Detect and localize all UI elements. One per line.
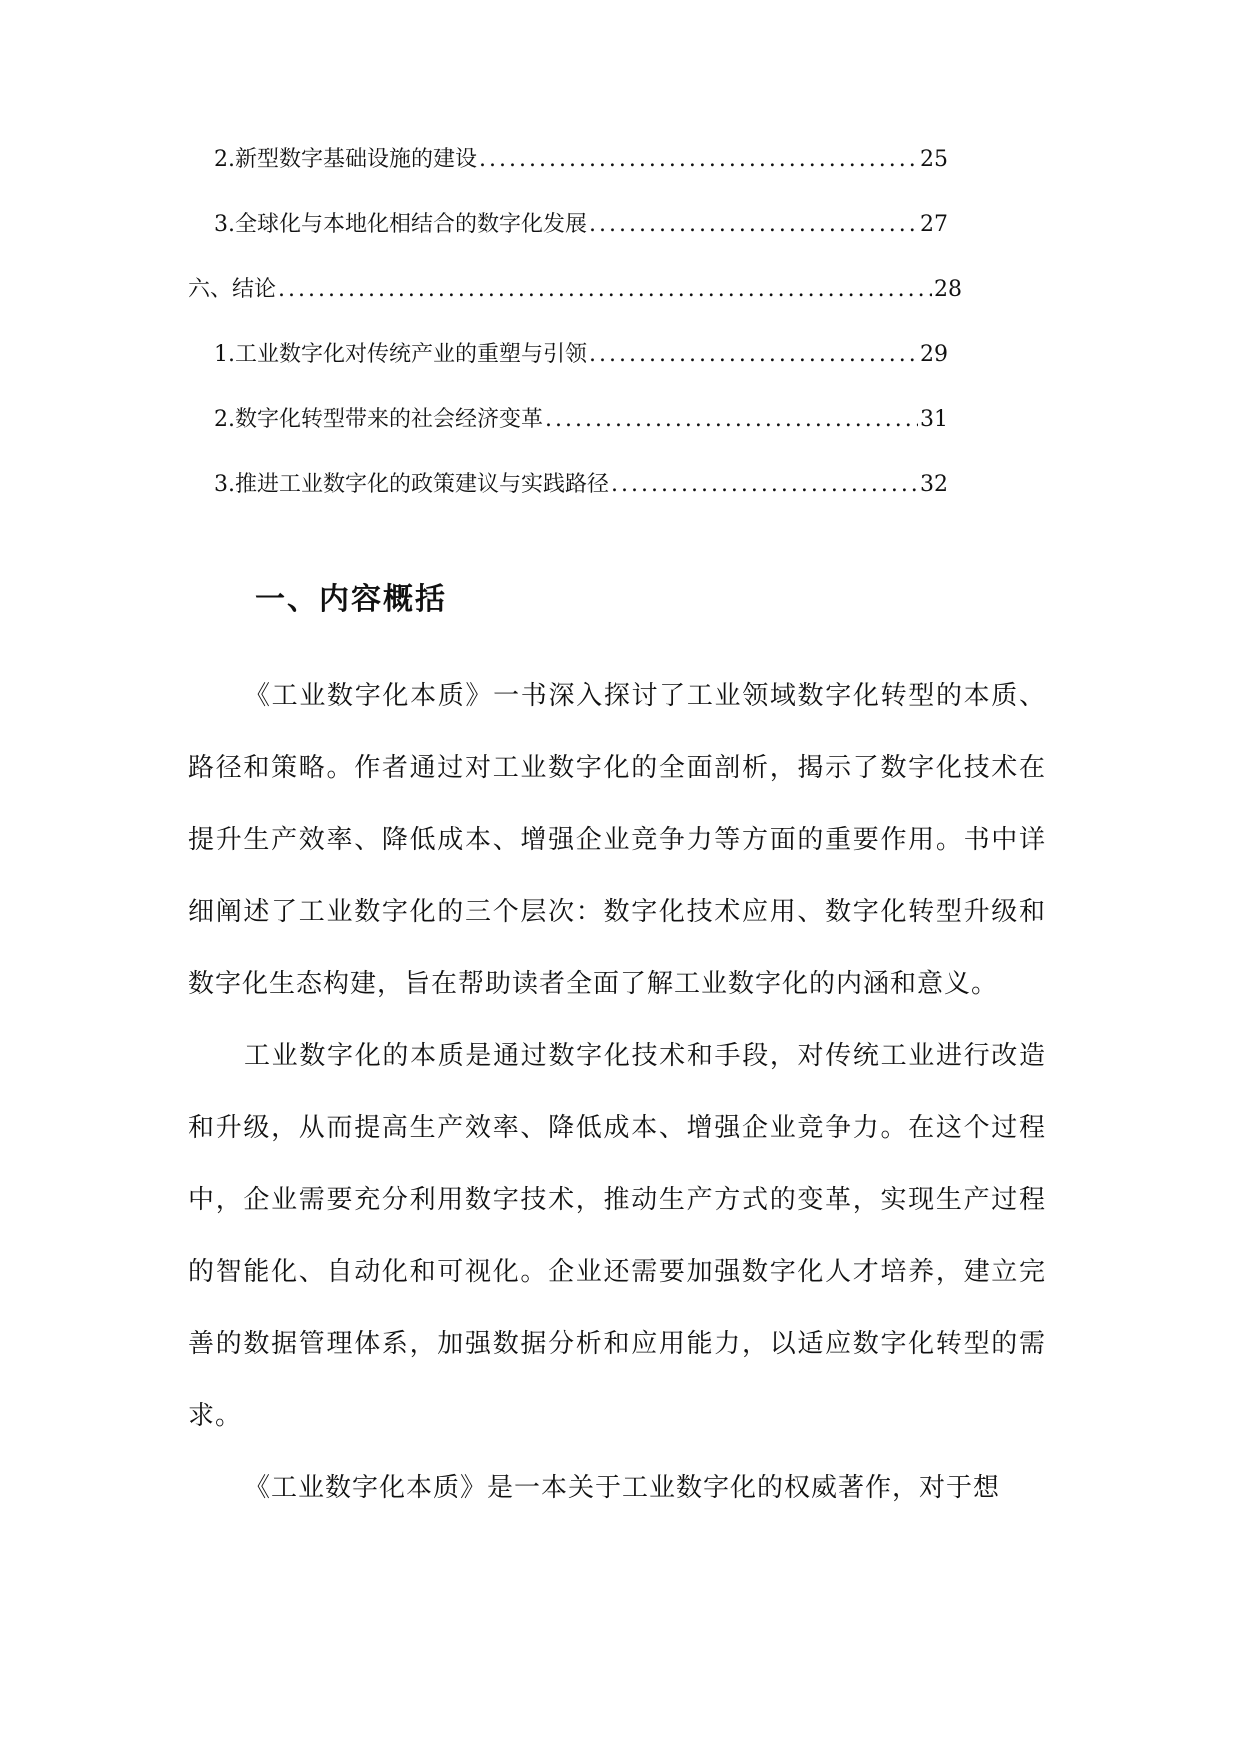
toc-entry-title: 新型数字基础设施的建设	[235, 147, 478, 172]
toc-entry[interactable]	[188, 210, 948, 275]
toc-entry-title: 数字化转型带来的社会经济变革	[235, 407, 544, 432]
toc-leader-dots	[589, 210, 918, 240]
toc-entry-page: 32	[920, 472, 948, 497]
body-text	[188, 660, 1046, 1524]
paragraph: 《工业数字化本质》是一本关于工业数字化的权威著作，对于想	[244, 1473, 1001, 1503]
toc-leader-dots	[278, 275, 932, 305]
toc-entry-title: 全球化与本地化相结合的数字化发展	[235, 212, 588, 237]
toc-entry-page: 27	[920, 212, 948, 237]
toc-entry-title: 工业数字化对传统产业的重塑与引领	[235, 342, 588, 367]
paragraph: 《工业数字化本质》一书深入探讨了工业领域数字化转型的本质、路径和策略。作者通过对工业数字化的全面剖析，揭示了数字化技术在提升生产效率、降低成本、增强企业竞争力等方面的重要作用。书中详细阐述了工业数字化的三个层次：数字化技术应用、数字化转型升级和数字化生态构建，旨在帮助读者全面了解工业数字化的内涵和意义。	[188, 681, 1046, 999]
toc-entry-number: 2.	[214, 407, 235, 432]
section-heading: 一、内容概括	[255, 582, 447, 617]
toc-entry-page: 31	[920, 407, 948, 432]
toc-entry-number: 2.	[214, 147, 235, 172]
toc-entry-page: 28	[934, 277, 962, 302]
toc-entry[interactable]	[188, 145, 948, 210]
toc-entry-number: 3.	[214, 472, 235, 497]
paragraph: 工业数字化的本质是通过数字化技术和手段，对传统工业进行改造和升级，从而提高生产效率、降低成本、增强企业竞争力。在这个过程中，企业需要充分利用数字技术，推动生产方式的变革，实现生产过程的智能化、自动化和可视化。企业还需要加强数字化人才培养，建立完善的数据管理体系，加强数据分析和应用能力，以适应数字化转型的需求。	[188, 1041, 1046, 1431]
toc-entry[interactable]	[188, 405, 948, 470]
toc-entry[interactable]	[188, 275, 962, 340]
toc-leader-dots	[611, 470, 918, 500]
toc-entry-number: 3.	[214, 212, 235, 237]
toc-entry-page: 25	[920, 147, 948, 172]
toc-entry-page: 29	[920, 342, 948, 367]
toc-entry-number: 1.	[214, 342, 235, 367]
toc-entry[interactable]	[188, 470, 948, 535]
toc-entry-title: 六、结论	[188, 277, 277, 302]
toc-leader-dots	[589, 340, 918, 370]
toc-entry[interactable]	[188, 340, 948, 405]
toc-leader-dots	[479, 145, 918, 175]
table-of-contents	[188, 145, 962, 535]
toc-leader-dots	[545, 405, 918, 435]
toc-entry-title: 推进工业数字化的政策建议与实践路径	[235, 472, 610, 497]
